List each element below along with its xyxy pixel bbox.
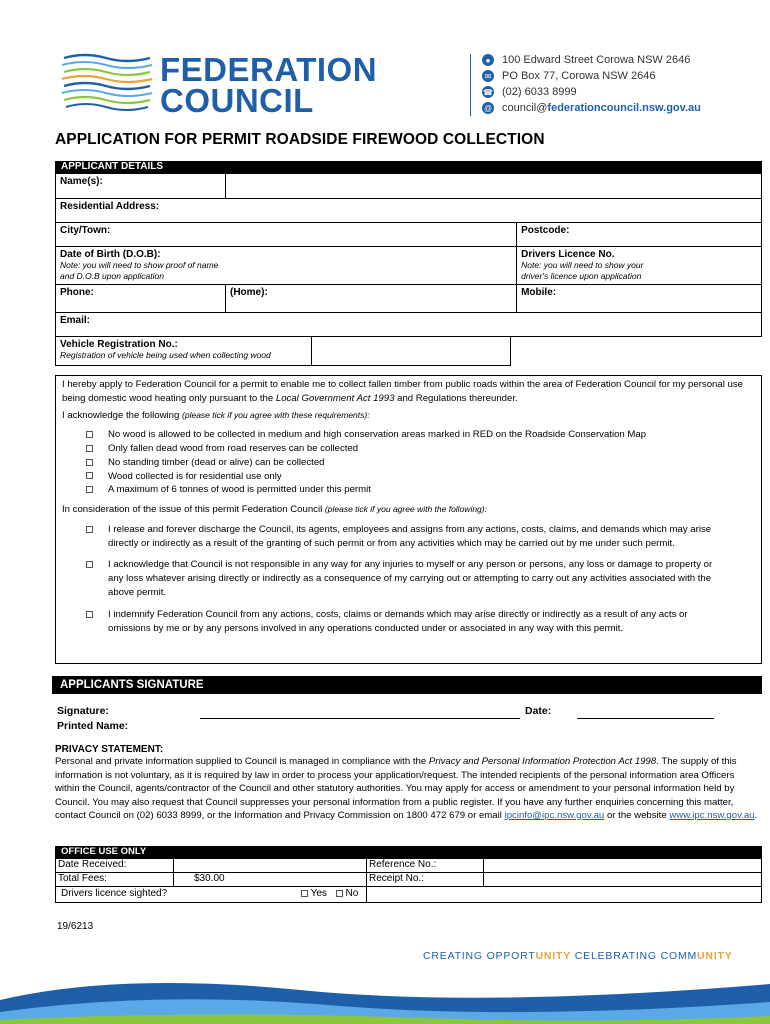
- declaration-box: [55, 375, 762, 664]
- contact-phone: ☎ (02) 6033 8999: [483, 86, 577, 98]
- receipt-field[interactable]: [484, 873, 762, 887]
- date-received-label: Date Received:: [56, 859, 174, 873]
- applicant-table: [55, 173, 762, 337]
- printed-name-label: Printed Name:: [57, 720, 129, 732]
- location-icon: ●: [482, 54, 494, 66]
- contact-block: [482, 52, 742, 116]
- licence-field[interactable]: Drivers Licence No. Note: you will need to show your driver's licence upon application: [517, 247, 762, 285]
- requirements-list: [62, 428, 755, 497]
- phone-field[interactable]: Phone:: [56, 285, 226, 313]
- address-field[interactable]: Residential Address:: [56, 199, 762, 223]
- section-heading-office: OFFICE USE ONLY: [55, 846, 762, 858]
- terms-list: [62, 523, 755, 636]
- logo-line-1: FEDERATION: [160, 51, 378, 88]
- list-item[interactable]: Wood collected is for residential use only: [62, 470, 755, 484]
- phone-icon: ☎: [483, 87, 493, 97]
- vehicle-table: [55, 337, 511, 366]
- contact-email[interactable]: @ council@ federationcouncil.nsw.gov.au: [483, 102, 701, 114]
- list-item[interactable]: A maximum of 6 tonnes of wood is permitted under this permit: [62, 483, 755, 497]
- office-use-section: [55, 846, 762, 903]
- office-table: [55, 858, 762, 903]
- list-item[interactable]: Only fallen dead wood from road reserves can be collected: [62, 442, 755, 456]
- licence-sighted-options: [310, 887, 762, 903]
- mail-icon: ✉: [482, 70, 494, 82]
- logo-waves: [60, 52, 154, 116]
- date-received-field[interactable]: [174, 859, 367, 873]
- vehicle-field[interactable]: [312, 337, 511, 365]
- reference-field[interactable]: [484, 859, 762, 873]
- signature-line[interactable]: [200, 718, 520, 719]
- city-field[interactable]: City/Town:: [56, 223, 517, 247]
- postcode-field[interactable]: Postcode:: [517, 223, 762, 247]
- yes-option[interactable]: Yes: [301, 888, 327, 899]
- list-item[interactable]: I indemnify Federation Council from any actions, costs, claims or demands which may arise directly or indirectly as a result of any acts or omissions by me or by any persons involved in any operations conducted under or associated in any way with this permit.: [62, 608, 755, 636]
- fees-field[interactable]: $30.00: [174, 873, 367, 887]
- reference-label: Reference No.:: [367, 859, 484, 873]
- yes-checkbox[interactable]: [301, 890, 308, 897]
- list-item[interactable]: I release and forever discharge the Council, its agents, employees and assigns from any actions, costs, claims, and demands which may arise directly or indirectly as a result of the granting of such permit or from any activities which may be carried out by me under such permit.: [62, 523, 755, 551]
- fees-label: Total Fees:: [56, 873, 174, 887]
- mobile-field[interactable]: Mobile:: [517, 285, 762, 313]
- signature-heading: APPLICANTS SIGNATURE: [52, 676, 762, 694]
- home-phone-field[interactable]: (Home):: [226, 285, 517, 313]
- date-line[interactable]: [577, 718, 714, 719]
- document-reference: 19/6213: [57, 921, 94, 932]
- privacy-section: [55, 744, 760, 823]
- signature-label: Signature:: [57, 705, 109, 717]
- privacy-body: Personal and private information supplied to Council is managed in compliance with the Privacy and Personal Information Protection Act 1998. The supply of this information is not voluntary, as it is required by law in order to process your application/request. The intended recipients of the personal information area Officers within the Council, agents/contractor of the Council and other statutory authorities. You may apply for access or amendment to your personal information held by Council. You may also request that Council suppresses your personal information from a public register. If you have any further enquiries concerning this matter, contact Council on (02) 6033 8999, or the Information and Privacy Commission on 1800 472 679 or email ipcinfo@ipc.nsw.gov.au or the website www.ipc.nsw.gov.au.: [55, 756, 758, 821]
- date-label: Date:: [525, 705, 552, 717]
- list-item[interactable]: No wood is allowed to be collected in medium and high conservation areas marked in RED on the Roadside Conservation Map: [62, 428, 755, 442]
- email-field[interactable]: Email:: [56, 313, 762, 337]
- no-checkbox[interactable]: [336, 890, 343, 897]
- ipc-email-link[interactable]: ipcinfo@ipc.nsw.gov.au: [504, 810, 605, 821]
- contact-po-box: ✉ PO Box 77, Corowa NSW 2646: [482, 68, 742, 84]
- list-item[interactable]: I acknowledge that Council is not responsible in any way for any injuries to myself or any person or persons, any loss or damage to property or any loss whatever arising directly or indirectly as a consequence of my carrying out or attempting to carry out any activities associated with the above permit.: [62, 558, 755, 599]
- email-icon: @: [483, 103, 493, 113]
- applicant-details-section: [55, 161, 762, 366]
- dob-field[interactable]: Date of Birth (D.O.B): Note: you will need to show proof of name and D.O.B upon application: [56, 247, 517, 285]
- section-heading-applicant: APPLICANT DETAILS: [55, 161, 762, 173]
- receipt-label: Receipt No.:: [367, 873, 484, 887]
- no-option[interactable]: No: [336, 888, 359, 899]
- names-field[interactable]: [226, 174, 762, 199]
- licence-sighted-label: Drivers licence sighted?: [56, 887, 367, 903]
- logo-line-2: COUNCIL: [160, 82, 314, 119]
- contact-address: ● 100 Edward Street Corowa NSW 2646: [482, 52, 742, 68]
- vehicle-label-cell: Vehicle Registration No.: Registration of vehicle being used when collecting wood: [56, 337, 312, 365]
- footer-slogan: CREATING OPPORTUNITY CELEBRATING COMMUNITY: [423, 950, 733, 962]
- consideration-heading: In consideration of the issue of this permit Federation Council (please tick if you agree with the following):: [62, 504, 487, 516]
- page-title: APPLICATION FOR PERMIT ROADSIDE FIREWOOD COLLECTION: [55, 131, 545, 148]
- list-item[interactable]: No standing timber (dead or alive) can be collected: [62, 456, 755, 470]
- acknowledge-heading: I acknowledge the following (please tick if you agree with these requirements):: [62, 410, 370, 422]
- ipc-website-link[interactable]: www.ipc.nsw.gov.au: [669, 810, 755, 821]
- header-divider: [470, 54, 471, 116]
- logo-text: [160, 51, 378, 119]
- privacy-heading: PRIVACY STATEMENT:: [55, 744, 164, 755]
- declaration-intro: I hereby apply to Federation Council for a permit to enable me to collect fallen timber from public roads within the area of Federation Council for my personal use being domestic wood heating only pursuant to the Local Government Act 1993 and Regulations thereunder.: [62, 379, 743, 404]
- names-label: Name(s):: [56, 174, 226, 199]
- footer-wave: [0, 960, 770, 1024]
